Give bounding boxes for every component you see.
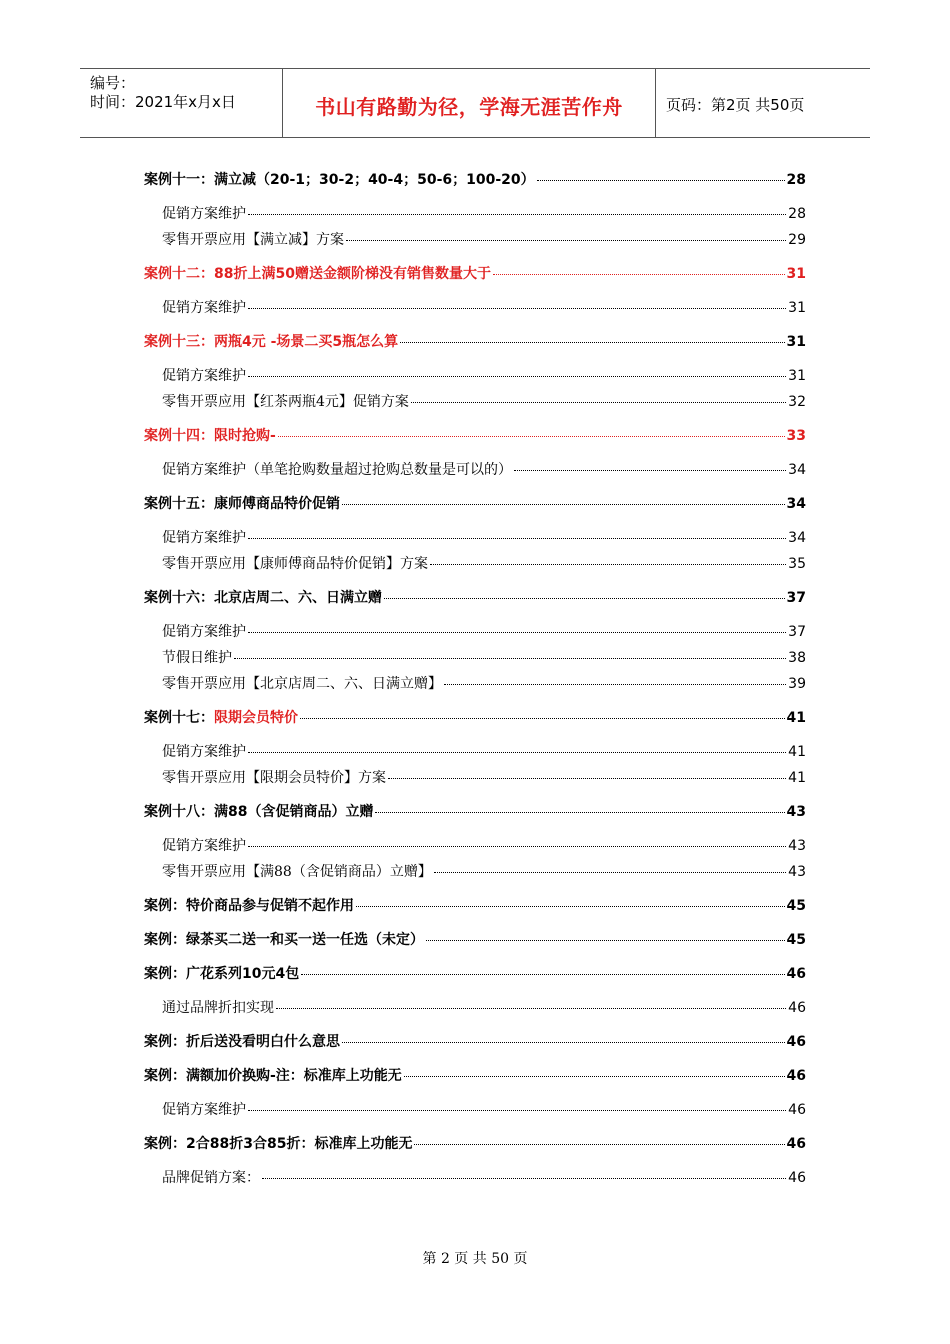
toc-subentry-page: 37 (788, 624, 806, 640)
toc-subentry[interactable] (144, 229, 806, 249)
toc-entry-page: 28 (786, 172, 806, 188)
toc-leader (248, 214, 786, 215)
toc-subentry-page: 34 (788, 530, 806, 546)
toc-entry-title: 案例十八：满88（含促销商品）立赠 (144, 804, 374, 820)
toc-subentry[interactable] (144, 767, 806, 787)
toc-subentry[interactable] (144, 1167, 806, 1187)
toc-entry[interactable] (144, 801, 806, 821)
toc-subentry[interactable] (144, 741, 806, 761)
toc-subentry[interactable] (144, 527, 806, 547)
toc-subentry-title: 促销方案维护 (162, 300, 246, 316)
header-info-cell (80, 69, 283, 137)
toc-subentry[interactable] (144, 459, 806, 479)
toc-subentry-title: 促销方案维护 (162, 368, 246, 384)
toc-subentry-page: 46 (788, 1102, 806, 1118)
toc-subentry-page: 32 (788, 394, 806, 410)
toc-subentry-title: 促销方案维护 (162, 530, 246, 546)
toc-subentry-page: 41 (788, 770, 806, 786)
toc-entry-title-prefix: 案例十七： (144, 710, 214, 726)
toc-entry-title-highlight: 限期会员特价 (214, 710, 298, 726)
toc-subentry[interactable] (144, 861, 806, 881)
toc-subentry-page: 39 (788, 676, 806, 692)
toc-entry-title: 案例：特价商品参与促销不起作用 (144, 898, 354, 914)
toc-leader (300, 718, 785, 719)
toc-subentry[interactable] (144, 647, 806, 667)
toc-entry-page: 45 (786, 932, 806, 948)
toc-entry-title: 案例：满额加价换购-注：标准库上功能无 (144, 1068, 402, 1084)
toc-subentry-page: 43 (788, 864, 806, 880)
header-page-cell (656, 69, 870, 137)
toc-entry-page: 46 (786, 1034, 806, 1050)
toc-subentry-title: 促销方案维护（单笔抢购数量超过抢购总数量是可以的） (162, 462, 512, 478)
toc-entry-page: 34 (786, 496, 806, 512)
toc-subentry[interactable] (144, 365, 806, 385)
toc-entry[interactable] (144, 1065, 806, 1085)
motto: 书山有路勤为径，学海无涯苦作舟 (315, 95, 623, 119)
toc-leader (375, 812, 784, 813)
time-label: 时间：2021年x月x日 (90, 93, 236, 111)
toc-subentry-page: 28 (788, 206, 806, 222)
toc-subentry-title: 零售开票应用【北京店周二、六、日满立赠】 (162, 676, 442, 692)
toc-entry-title (144, 707, 298, 727)
toc-entry-title: 案例：绿茶买二送一和买一送一任选（未定） (144, 932, 424, 948)
toc-leader (248, 538, 786, 539)
toc-leader (346, 240, 786, 241)
header-motto-cell (283, 69, 656, 137)
toc-leader (248, 846, 786, 847)
toc-leader (234, 658, 786, 659)
page-header (80, 68, 870, 138)
toc-subentry[interactable] (144, 997, 806, 1017)
toc-entry[interactable] (144, 707, 806, 727)
toc-entry-title: 案例十一：满立减（20-1；30-2；40-4；50-6；100-20） (144, 172, 535, 188)
toc-subentry[interactable] (144, 673, 806, 693)
toc-leader (426, 940, 785, 941)
toc-leader (493, 274, 785, 275)
toc-leader (400, 342, 784, 343)
toc-entry[interactable] (144, 169, 806, 189)
toc-leader (514, 470, 786, 471)
toc-subentry-title: 节假日维护 (162, 650, 232, 666)
toc-entry[interactable] (144, 425, 806, 445)
toc-subentry-title: 零售开票应用【限期会员特价】方案 (162, 770, 386, 786)
toc-subentry-page: 31 (788, 368, 806, 384)
toc-subentry-title: 促销方案维护 (162, 838, 246, 854)
toc-subentry-title: 促销方案维护 (162, 744, 246, 760)
toc-leader (342, 504, 785, 505)
toc-entry-page: 45 (786, 898, 806, 914)
toc-entry[interactable] (144, 895, 806, 915)
number-label: 编号： (90, 74, 136, 92)
toc-subentry-page: 46 (788, 1170, 806, 1186)
toc-leader (248, 752, 786, 753)
toc-subentry[interactable] (144, 553, 806, 573)
toc-subentry-page: 43 (788, 838, 806, 854)
toc-entry[interactable] (144, 493, 806, 513)
toc-entry[interactable] (144, 1133, 806, 1153)
toc-entry-title: 案例十五：康师傅商品特价促销 (144, 496, 340, 512)
toc-entry-page: 31 (786, 334, 806, 350)
toc-subentry-page: 29 (788, 232, 806, 248)
toc-leader (278, 436, 785, 437)
toc-entry-title: 案例：2合88折3合85折：标准库上功能无 (144, 1136, 413, 1152)
toc-leader (248, 308, 786, 309)
toc-leader (276, 1008, 786, 1009)
toc-leader (301, 974, 784, 975)
toc-subentry[interactable] (144, 297, 806, 317)
toc-subentry-page: 35 (788, 556, 806, 572)
toc-leader (342, 1042, 785, 1043)
toc-entry-page: 33 (786, 428, 806, 444)
toc-subentry-title: 品牌促销方案： (162, 1170, 260, 1186)
toc-leader (248, 632, 786, 633)
toc-leader (414, 1144, 784, 1145)
toc-entry[interactable] (144, 587, 806, 607)
toc-leader (444, 684, 786, 685)
toc-leader (248, 376, 786, 377)
toc-entry-page: 37 (786, 590, 806, 606)
toc-entry-title: 案例十二：88折上满50赠送金额阶梯没有销售数量大于 (144, 266, 491, 282)
toc-subentry-title: 零售开票应用【满立减】方案 (162, 232, 344, 248)
toc-entry[interactable] (144, 263, 806, 283)
toc-entry-page: 46 (786, 1136, 806, 1152)
toc-subentry-page: 46 (788, 1000, 806, 1016)
page-number-label: 页码：第2页 共50页 (666, 96, 805, 114)
toc-subentry[interactable] (144, 1099, 806, 1119)
toc-entry-title: 案例十四：限时抢购- (144, 428, 276, 444)
toc-subentry-title: 促销方案维护 (162, 624, 246, 640)
toc-entry-page: 41 (786, 710, 806, 726)
toc-subentry[interactable] (144, 203, 806, 223)
toc-leader (404, 1076, 785, 1077)
toc-leader (411, 402, 786, 403)
toc-entry-page: 31 (786, 266, 806, 282)
toc-entry-page: 46 (786, 966, 806, 982)
toc-subentry-title: 零售开票应用【红茶两瓶4元】促销方案 (162, 394, 409, 410)
toc-subentry[interactable] (144, 391, 806, 411)
toc-subentry[interactable] (144, 835, 806, 855)
toc-leader (537, 180, 785, 181)
toc-subentry-page: 34 (788, 462, 806, 478)
toc-leader (430, 564, 786, 565)
toc-subentry-page: 31 (788, 300, 806, 316)
toc-entry-title: 案例十三：两瓶4元 -场景二买5瓶怎么算 (144, 334, 399, 350)
toc-subentry[interactable] (144, 621, 806, 641)
toc-subentry-title: 促销方案维护 (162, 206, 246, 222)
toc-entry-title: 案例十六：北京店周二、六、日满立赠 (144, 590, 382, 606)
toc-entry-title: 案例：折后送没看明白什么意思 (144, 1034, 340, 1050)
toc-leader (262, 1178, 786, 1179)
toc-entry-page: 46 (786, 1068, 806, 1084)
toc-leader (388, 778, 786, 779)
toc-leader (384, 598, 785, 599)
toc-subentry-page: 38 (788, 650, 806, 666)
toc-entry-title: 案例：广花系列10元4包 (144, 966, 300, 982)
table-of-contents (144, 160, 806, 1201)
toc-subentry-title: 通过品牌折扣实现 (162, 1000, 274, 1016)
toc-subentry-page: 41 (788, 744, 806, 760)
toc-leader (356, 906, 785, 907)
toc-leader (434, 872, 786, 873)
toc-entry[interactable] (144, 929, 806, 949)
toc-subentry-title: 零售开票应用【满88（含促销商品）立赠】 (162, 864, 432, 880)
toc-entry[interactable] (144, 963, 806, 983)
toc-entry-page: 43 (786, 804, 806, 820)
toc-subentry-title: 促销方案维护 (162, 1102, 246, 1118)
toc-subentry-title: 零售开票应用【康师傅商品特价促销】方案 (162, 556, 428, 572)
page-footer: 第 2 页 共 50 页 (422, 1251, 528, 1267)
toc-entry[interactable] (144, 331, 806, 351)
toc-leader (248, 1110, 786, 1111)
toc-entry[interactable] (144, 1031, 806, 1051)
